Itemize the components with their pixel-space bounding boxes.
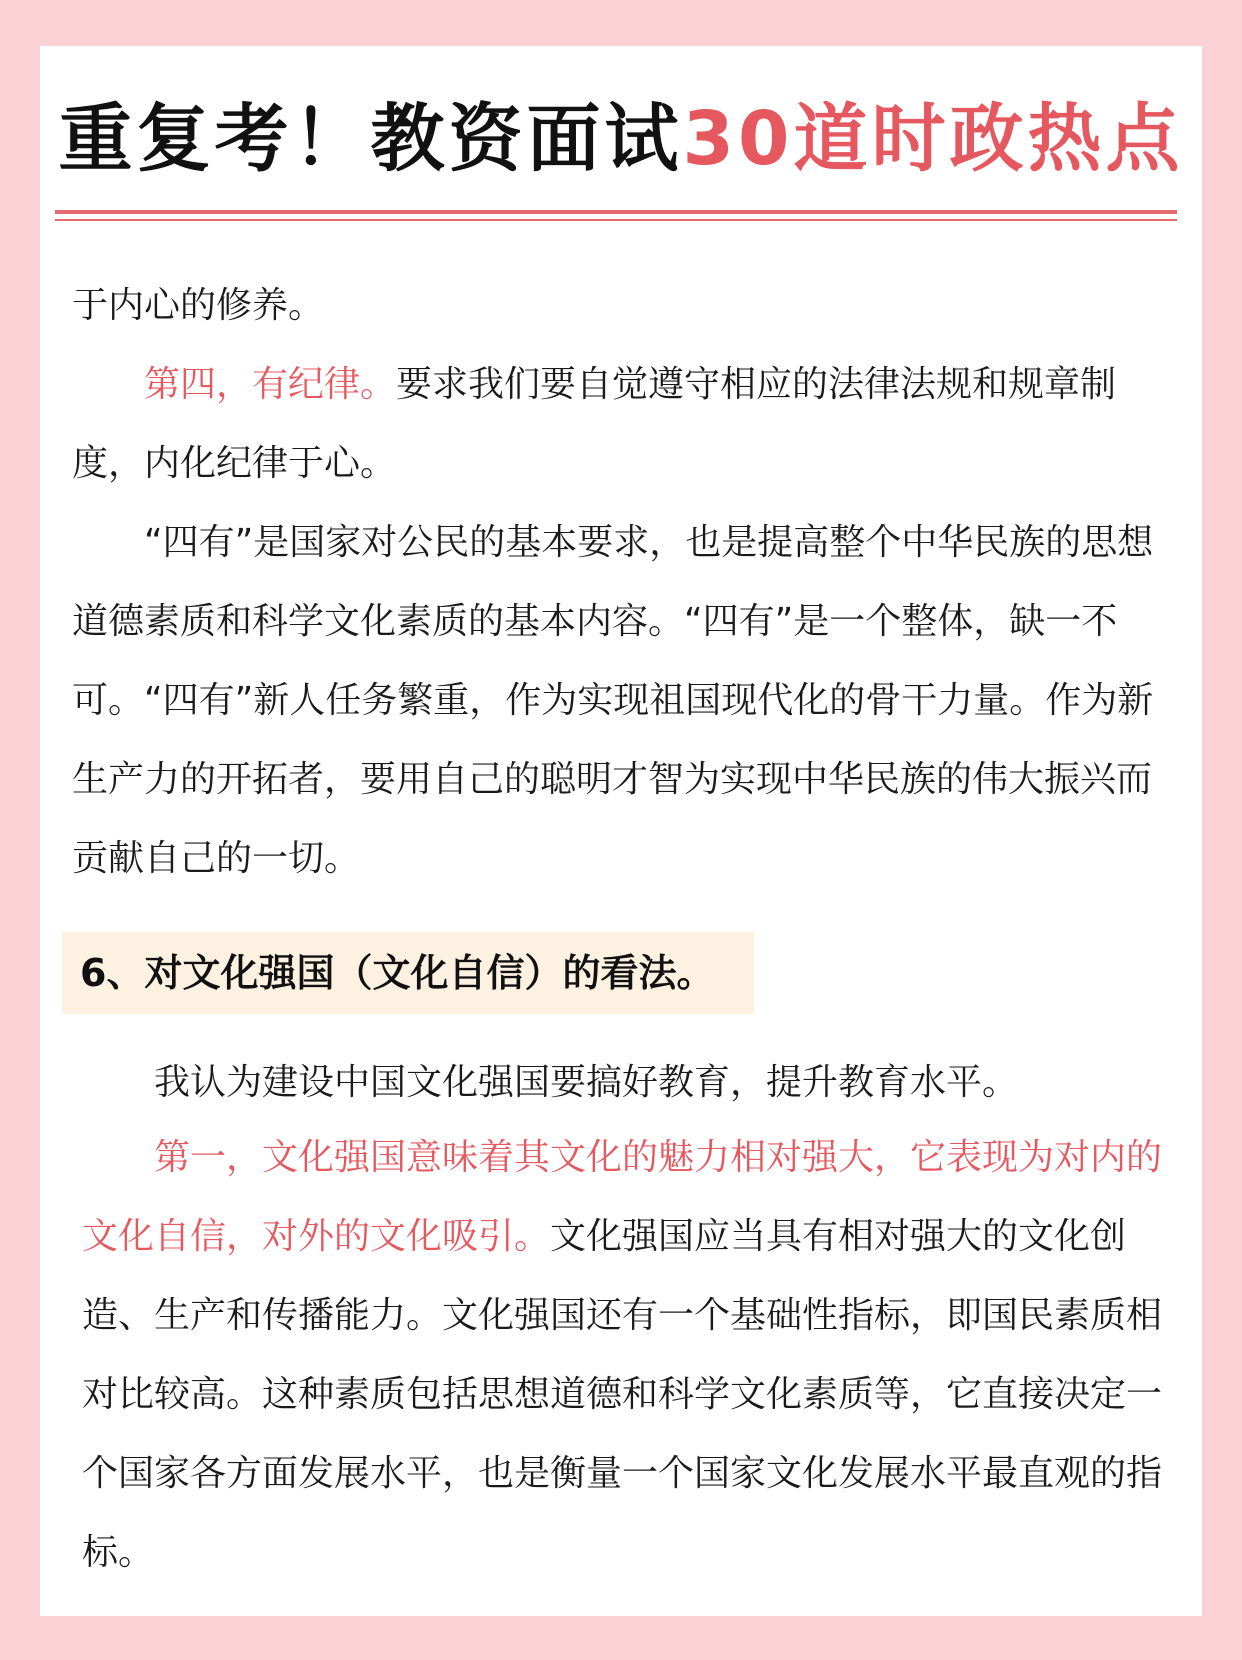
paragraph-cultural-power-highlight: 第一，文化强国意味着其文化的魅力相对强大，它表现为对内的文化自信，对外的文化吸引。 bbox=[82, 1137, 1163, 1257]
page-title bbox=[0, 94, 1242, 184]
title-divider-thin bbox=[55, 219, 1177, 221]
paragraph-four-haves: “四有”是国家对公民的基本要求，也是提高整个中华民族的思想道德素质和科学文化素质的基本内容。“四有”是一个整体，缺一不可。“四有”新人任务繁重，作为实现祖国现代化的骨干力量。作为新生产力的开拓者，要用自己的聪明才智为实现中华民族的伟大振兴而贡献自己的一切。 bbox=[72, 522, 1154, 879]
paragraph-discipline-highlight: 第四，有纪律。 bbox=[144, 364, 397, 405]
title-divider-thick bbox=[55, 210, 1177, 214]
paragraph-discipline bbox=[72, 345, 1172, 503]
paragraph-cultural-power bbox=[82, 1118, 1172, 1592]
paragraph-discipline-text: 要求我们要自觉遵守相应的法律法规和规章制度，内化纪律于心。 bbox=[72, 364, 1117, 484]
paragraph-cultural-power-text: 文化强国应当具有相对强大的文化创造、生产和传播能力。文化强国还有一个基础性指标，即国民素质相对比较高。这种素质包括思想道德和科学文化素质等，它直接决定一个国家各方面发展水平，也是衡量一个国家文化发展水平最直观的指标。 bbox=[82, 1216, 1163, 1573]
paragraph-continuation: 于内心的修养。 bbox=[72, 285, 325, 326]
title-highlight: 30道时政热点 bbox=[682, 96, 1184, 182]
paragraph-intro: 我认为建设中国文化强国要搞好教育，提升教育水平。 bbox=[154, 1062, 1019, 1103]
section-heading bbox=[62, 932, 754, 1014]
section-heading-text: 6、对文化强国（文化自信）的看法。 bbox=[80, 951, 715, 995]
title-main: 重复考！教资面试 bbox=[58, 96, 683, 182]
